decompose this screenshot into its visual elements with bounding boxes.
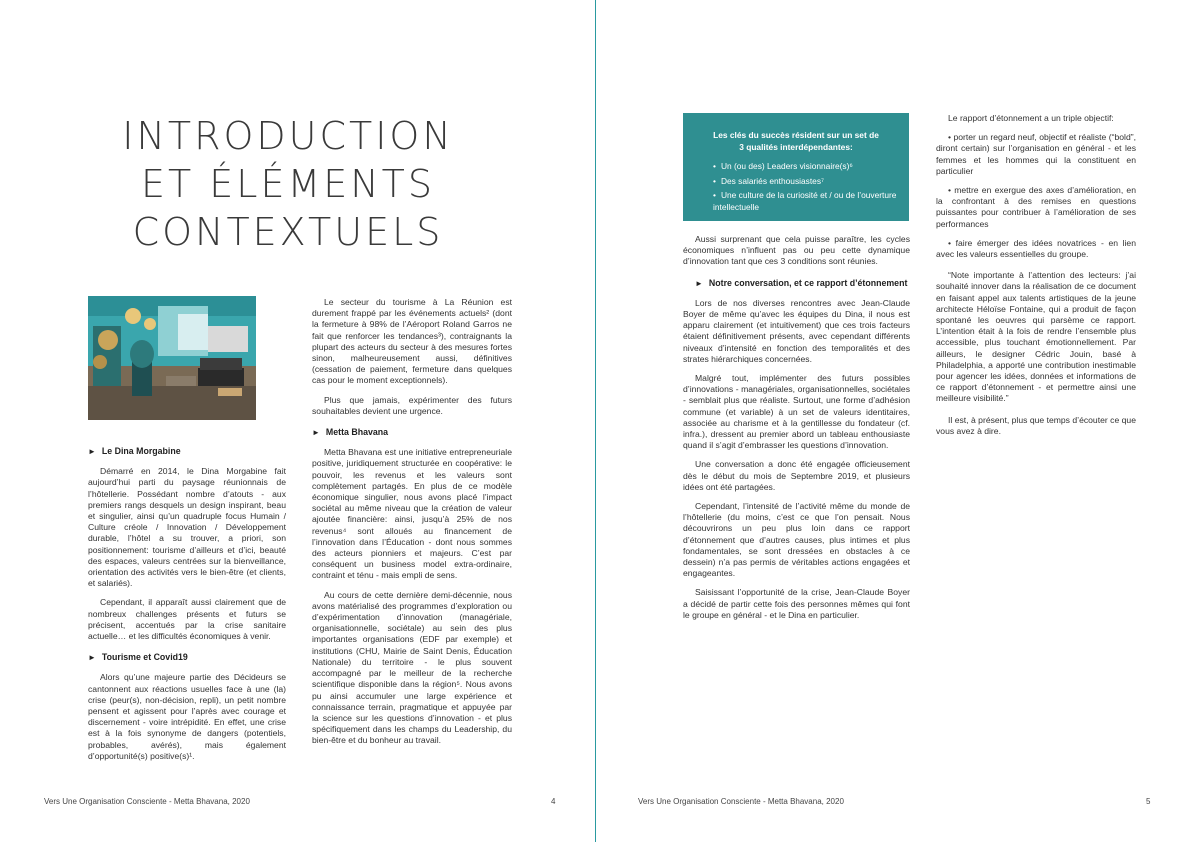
paragraph: Cependant, il apparaît aussi clairement que de nombreux challenges présents et futurs se précisent, accentués par la crise sanitaire actuelle… et les difficultés économiques à venir. <box>88 597 286 642</box>
keybox-list <box>713 161 897 213</box>
paragraph: Le secteur du tourisme à La Réunion est durement frappé par les événements actuels² (dont la fermeture à 98% de l’Aéroport Roland Garros ne fait que renforcer les tendances³), contraignants la plupart des acteurs du secteur à des mesures fortes sinon, malheureusement aussi, définitives (cessation de paiement, fermeture dans quelques cas pour le moment exceptionnels). <box>312 297 512 386</box>
paragraph: Démarré en 2014, le Dina Morgabine fait aujourd’hui parti du paysage réunionnais de l’hôtellerie. Possédant nombre d’atouts - aux premiers rangs desquels un design inspirant, beau et singulier, ainsi qu’un quadruple focus Humain / Culture créole / Innovation / Développement durable, l’hôtel a su trouver, a priori, son positionnement: tourisme d’ailleurs et d’ici, beauté des espaces, valeurs centrées sur la bienveillance, orientation des activités vers le bien-être (et clients, et salariés). <box>88 466 286 589</box>
left-column-2 <box>312 297 512 755</box>
paragraph: Alors qu’une majeure partie des Décideurs se cantonnent aux réactions usuelles face à une (la) crise (peur(s), non-décision, repli), un petit nombre pensent et agissent pour l’après avec courage et discernement - voire intrépidité. En effet, une crise est à la fois synonyme de dangers (potentiels, probables, avérés), mais également d’opportunité(s) positive(s)¹. <box>88 672 286 761</box>
page-title <box>118 112 458 256</box>
paragraph: Aussi surprenant que cela puisse paraître, les cycles économiques n’influent pas ou peu cette dynamique d’innovation tant que ces 3 conditions sont réunies. <box>683 234 910 267</box>
arrow-icon: ► <box>312 428 320 438</box>
page-number-right: 5 <box>1146 797 1151 806</box>
hotel-lobby-photo <box>88 296 256 420</box>
bullet-point: • porter un regard neuf, objectif et réaliste (“bold”, diront certain) sur l’organisation en général - et les femmes et les hommes qui la constituent en particulier <box>936 132 1136 176</box>
arrow-icon: ► <box>695 278 703 288</box>
right-column-1 <box>683 234 910 629</box>
title-line-1: INTRODUCTION <box>122 114 454 158</box>
bullet-icon: • <box>713 190 716 200</box>
title-line-3: CONTEXTUELS <box>132 210 444 254</box>
paragraph: Cependant, l’intensité de l’activité même du monde de l’hôtellerie (du moins, c’est ce que l’on pensait. Nous découvrirons un peu plus loin dans ce rapport d’étonnement que d’autres causes, plus intimes et plus fondamentales, se sont dressées en obstacles à ce dessein) n’a pas permis de véritables actions engagées et engageantes. <box>683 501 910 579</box>
bullet-point: • faire émerger des idées novatrices - en lien avec les valeurs essentielles du groupe. <box>936 237 1136 260</box>
section-heading-dina: ► Le Dina Morgabine <box>88 446 181 456</box>
right-column-2 <box>936 113 1136 445</box>
bullet-icon: • <box>713 175 716 186</box>
list-item: • Un (ou des) Leaders visionnaire(s)⁶ <box>713 161 853 171</box>
paragraph: Metta Bhavana est une initiative entrepreneuriale positive, juridiquement structurée en coopérative: le pouvoir, les revenus et les valeurs sont complètement partagés. En plus de ce modèle économique singulier, nous avons placé l’impact sociétal au même niveau que la création de valeur ajoutée financière: ainsi, jusqu’à 25% de nos revenus⁴ sont alloués au financement de l’innovation dans l’Éducation - dont nous sommes des acteurs pionniers et majeurs. C’est par conséquent un business model extra-ordinaire, contraint et ténu - mais empli de sens. <box>312 447 512 581</box>
paragraph: Plus que jamais, expérimenter des futurs souhaitables devient une urgence. <box>312 394 512 416</box>
page-spine-divider <box>595 0 596 842</box>
section-heading-tourisme: ► Tourisme et Covid19 <box>88 652 188 663</box>
paragraph: Malgré tout, implémenter des futurs possibles d’innovations - managériales, organisationnelles, sociétales - semblait plus que réaliste. Surtout, une forme d’adhésion commune (et variable) à un set de valeurs identitaires, associée au charisme et à la gentillesse du fondateur (cf. infra.), dressent au premier abord un tableau enthousiaste quand il s’agit d’embrasser les questions d’innovation. <box>683 373 910 451</box>
arrow-icon: ► <box>88 653 96 663</box>
arrow-icon: ► <box>88 447 96 456</box>
paragraph: Le rapport d’étonnement a un triple objectif: <box>948 113 1114 123</box>
list-item: • Une culture de la curiosité et / ou de l’ouverture intellectuelle <box>713 190 897 212</box>
left-column-1 <box>88 436 286 770</box>
paragraph: Lors de nos diverses rencontres avec Jean-Claude Boyer de même qu’avec les équipes du Dina, il nous est apparu clairement (et intuitivement) que ces trois facteurs étaient définitivement présents, avec cependant différents niveaux d’intensité en fonction des temporalités et des strates hiérarchiques concernées. <box>683 297 910 364</box>
footer-right: Vers Une Organisation Consciente - Metta Bhavana, 2020 <box>638 797 844 806</box>
paragraph: Il est, à présent, plus que temps d’écouter ce que vous avez à dire. <box>936 414 1136 436</box>
bullet-point: • mettre en exergue des axes d’amélioration, en la confrontant à des remises en questions puissantes pour contribuer à l’amélioration de ses performances <box>936 185 1136 229</box>
title-line-2: ET ÉLÉMENTS <box>140 162 436 206</box>
bullet-icon: • <box>713 161 716 171</box>
list-item: • Des salariés enthousiastes⁷ <box>713 175 825 186</box>
page-number-left: 4 <box>551 797 556 806</box>
keys-of-success-box <box>683 113 909 221</box>
paragraph: “Note importante à l’attention des lecteurs: j’ai souhaité innover dans la réalisation de ce document en faisant appel aux talents artistiques de la jeune architecte Héloïse Fontaine, qui a produit de façon spontané les oeuvres qui parsème ce rapport. L’intention était à la fois de rendre l’ensemble plus accessible, plus touchant émotionnellement. Par ailleurs, le designer Cédric Jouin, basé à Philadelphia, a apporté une contribution inestimable pour agencer les idées, données et informations de ce rapport d’étonnement - et permettre ainsi une meilleure visibilité.” <box>936 270 1136 404</box>
paragraph: Saisissant l’opportunité de la crise, Jean-Claude Boyer a décidé de partir cette fois des personnes mêmes qui font le groupe en général - et le Dina en particulier. <box>683 587 910 620</box>
section-heading-metta: ► Metta Bhavana <box>312 427 389 438</box>
keybox-heading: Les clés du succès résident sur un set de 3 qualités interdépendantes: <box>713 130 879 152</box>
paragraph: Une conversation a donc été engagée officieusement dès le début du mois de Septembre 2019, et plusieurs idées ont été partagées. <box>683 459 910 492</box>
footer-left: Vers Une Organisation Consciente - Metta Bhavana, 2020 <box>44 797 250 806</box>
section-heading-conversation: ► Notre conversation, et ce rapport d’étonnement <box>695 277 908 288</box>
paragraph: Au cours de cette dernière demi-décennie, nous avons matérialisé des programmes d’exploration ou d’expérimentation d’innovation (managériale, organisationnelle, sociétale) au sein des plus importantes organisations (EDF par exemple) et institutions (CHU, Mairie de Saint Denis, Éducation Nationale) du territoire - le plus souvent accompagné par le meilleur de la recherche scientifique disponible dans la région⁵. Nous avons pu ainsi accumuler une large expérience et connaissance terrain, pragmatique et appuyée par la science sur les questions d’innovation - et plus spécifiquement dans les champs du Leadership, du bien-être et du bonheur au travail. <box>312 589 512 746</box>
